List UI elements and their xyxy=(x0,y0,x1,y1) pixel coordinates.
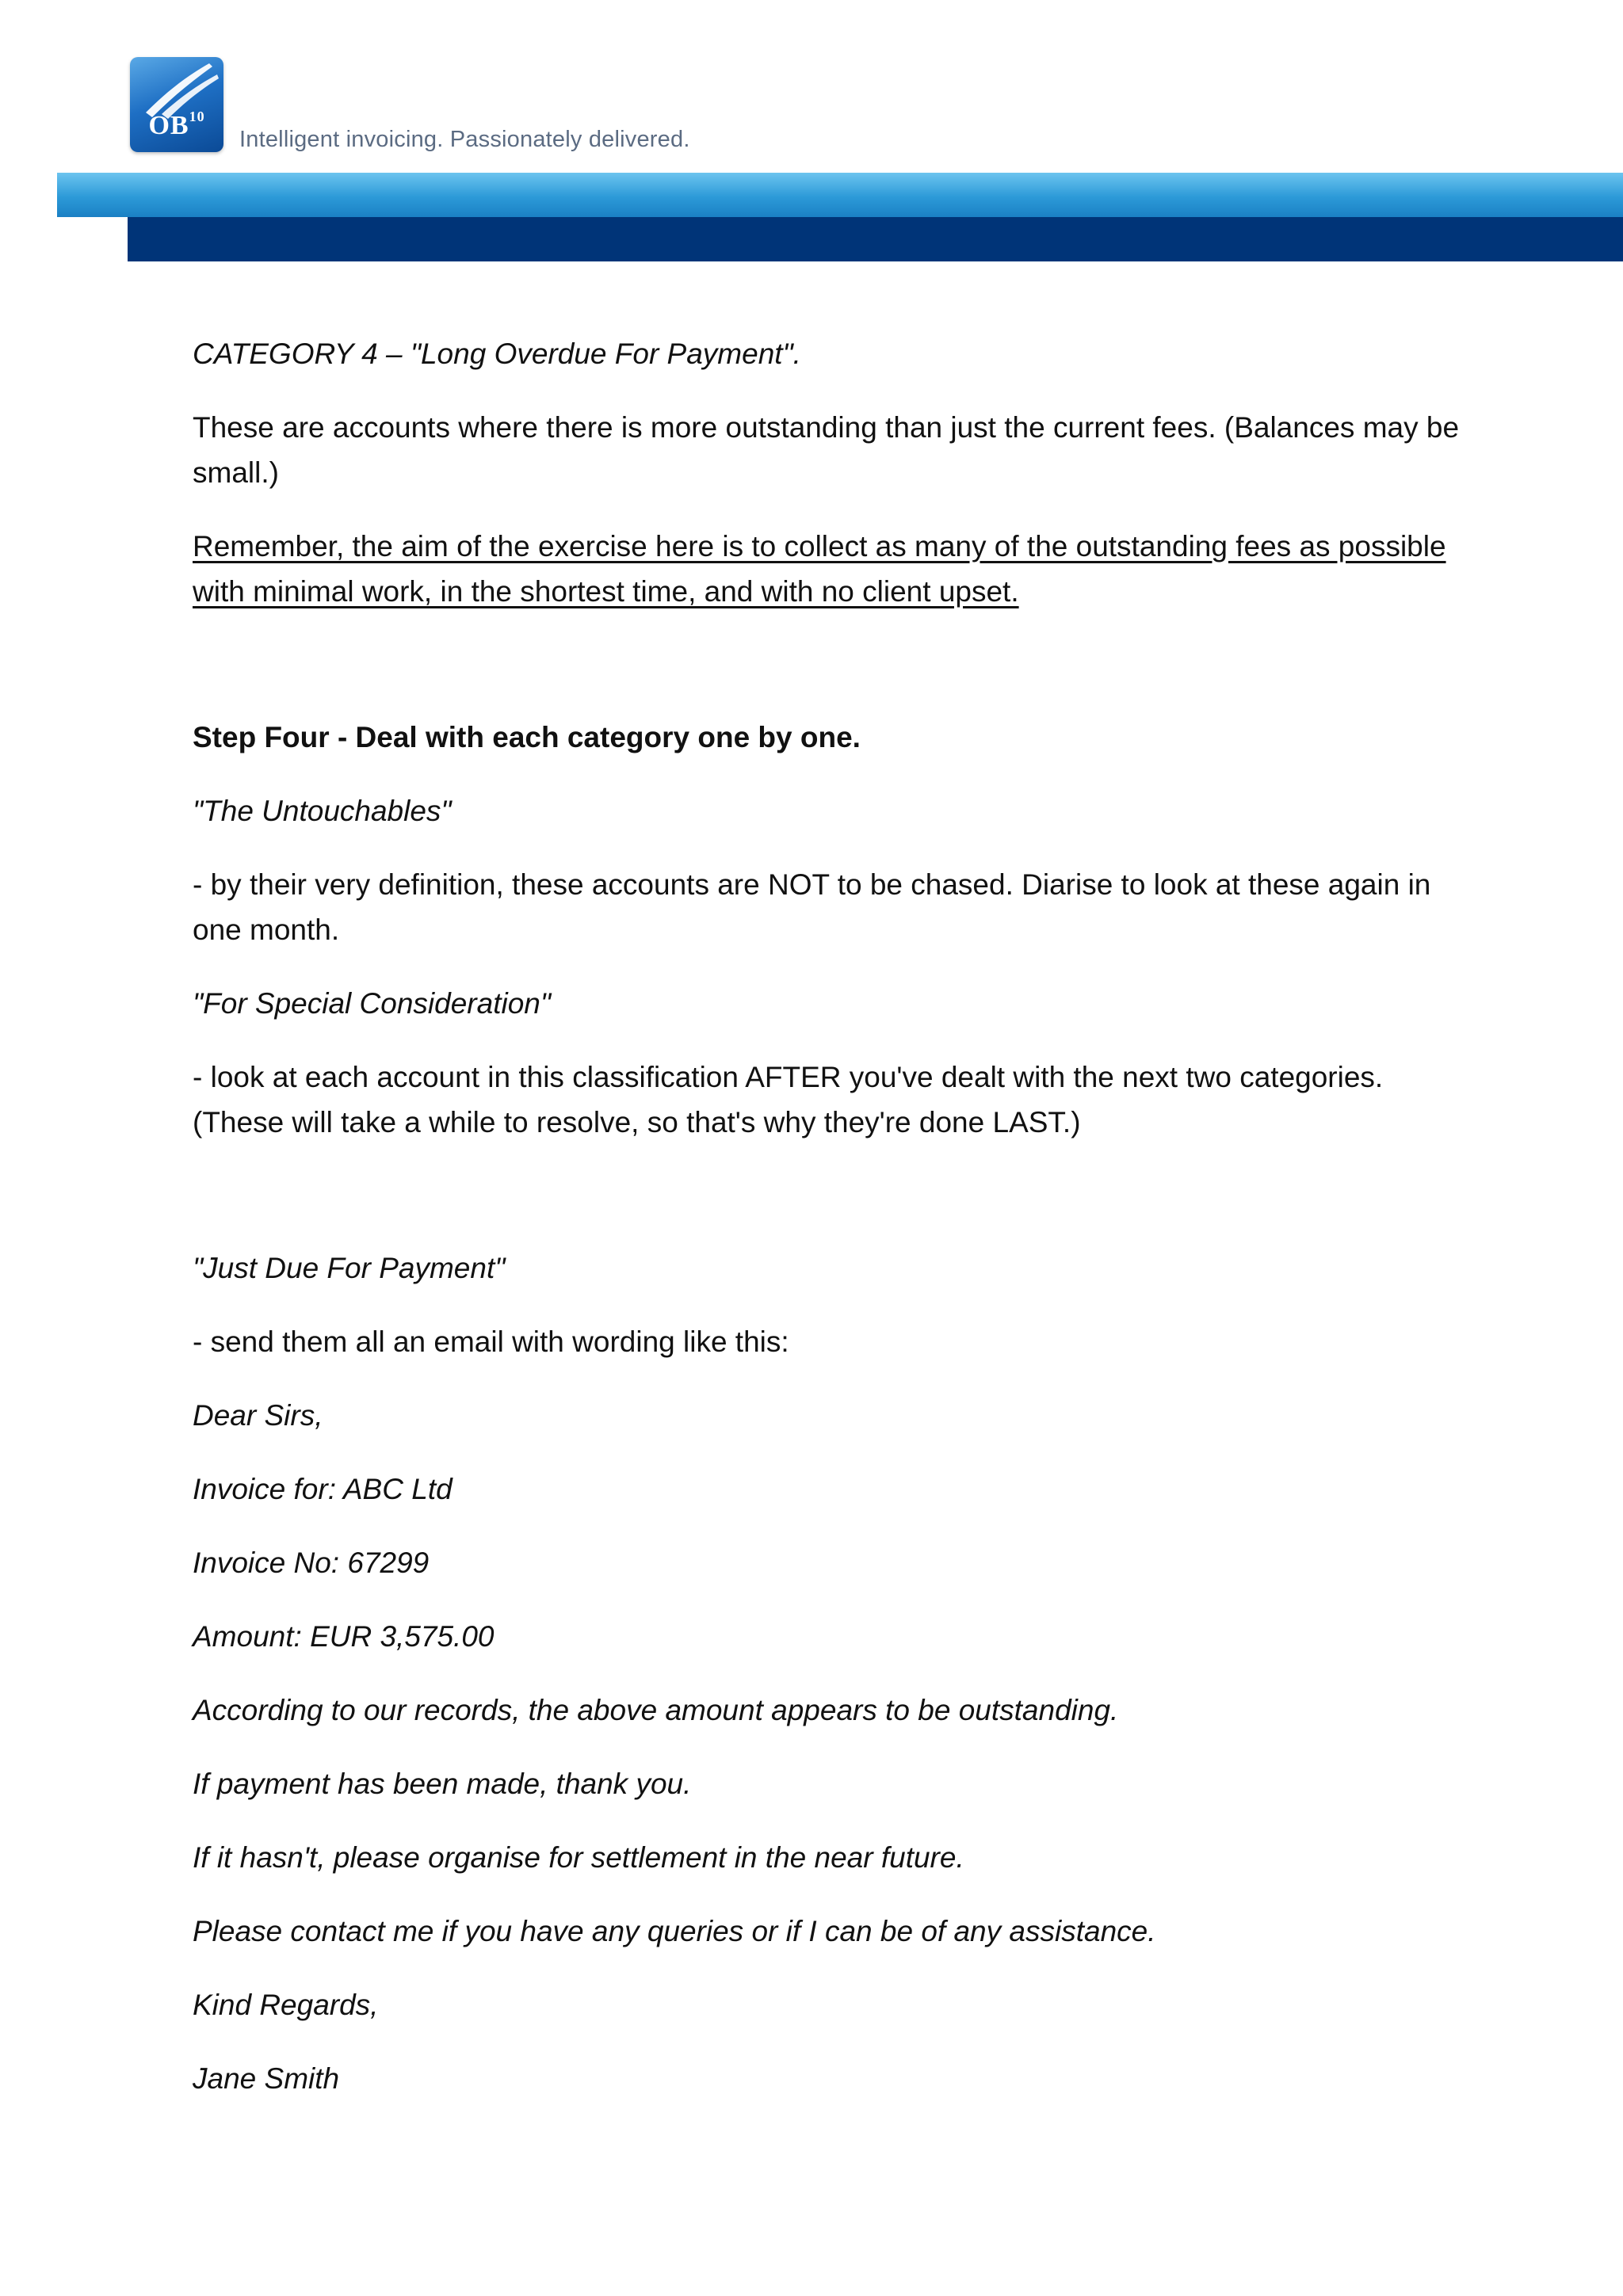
email-invoice-for: Invoice for: ABC Ltd xyxy=(193,1473,453,1505)
special-consideration-title: "For Special Consideration" xyxy=(193,987,551,1020)
email-invoice-no: Invoice No: 67299 xyxy=(193,1547,430,1579)
document-body xyxy=(193,331,1461,2101)
category4-description: These are accounts where there is more outstanding than just the current fees. (Balances may be small.) xyxy=(193,411,1460,489)
email-amount: Amount: EUR 3,575.00 xyxy=(193,1620,495,1653)
email-closing: Kind Regards, xyxy=(193,1989,379,2021)
ob10-logo xyxy=(130,57,223,152)
category4-heading: CATEGORY 4 – "Long Overdue For Payment". xyxy=(193,338,801,370)
email-signature: Jane Smith xyxy=(193,2062,340,2095)
email-greeting: Dear Sirs, xyxy=(193,1399,323,1432)
page-header xyxy=(0,0,1623,261)
email-template xyxy=(193,1393,1461,2101)
header-band-light xyxy=(57,173,1623,217)
just-due-title: "Just Due For Payment" xyxy=(193,1252,506,1284)
special-consideration-description: - look at each account in this classification AFTER you've dealt with the next two categories. (These will take a while to resolve, so that's why they're done LAST.) xyxy=(193,1061,1384,1138)
email-line-contact: Please contact me if you have any queries or if I can be of any assistance. xyxy=(193,1915,1156,1947)
tagline: Intelligent invoicing. Passionately delivered. xyxy=(239,127,690,152)
email-line-thanks: If payment has been made, thank you. xyxy=(193,1768,692,1800)
email-line-settlement: If it hasn't, please organise for settlement in the near future. xyxy=(193,1841,964,1874)
untouchables-title: "The Untouchables" xyxy=(193,795,452,827)
logo-text: OB$^{10}$ xyxy=(148,109,205,140)
email-line-records: According to our records, the above amount appears to be outstanding. xyxy=(193,1694,1119,1726)
reminder-text: Remember, the aim of the exercise here is to collect as many of the outstanding fees as possible with minimal work, in the shortest time, and with no client upset. xyxy=(193,530,1446,608)
header-band-dark xyxy=(128,217,1623,261)
untouchables-description: - by their very definition, these accounts are NOT to be chased. Diarise to look at these again in one month. xyxy=(193,868,1431,946)
just-due-description: - send them all an email with wording like this: xyxy=(193,1325,789,1358)
step-four-heading: Step Four - Deal with each category one by one. xyxy=(193,721,861,753)
